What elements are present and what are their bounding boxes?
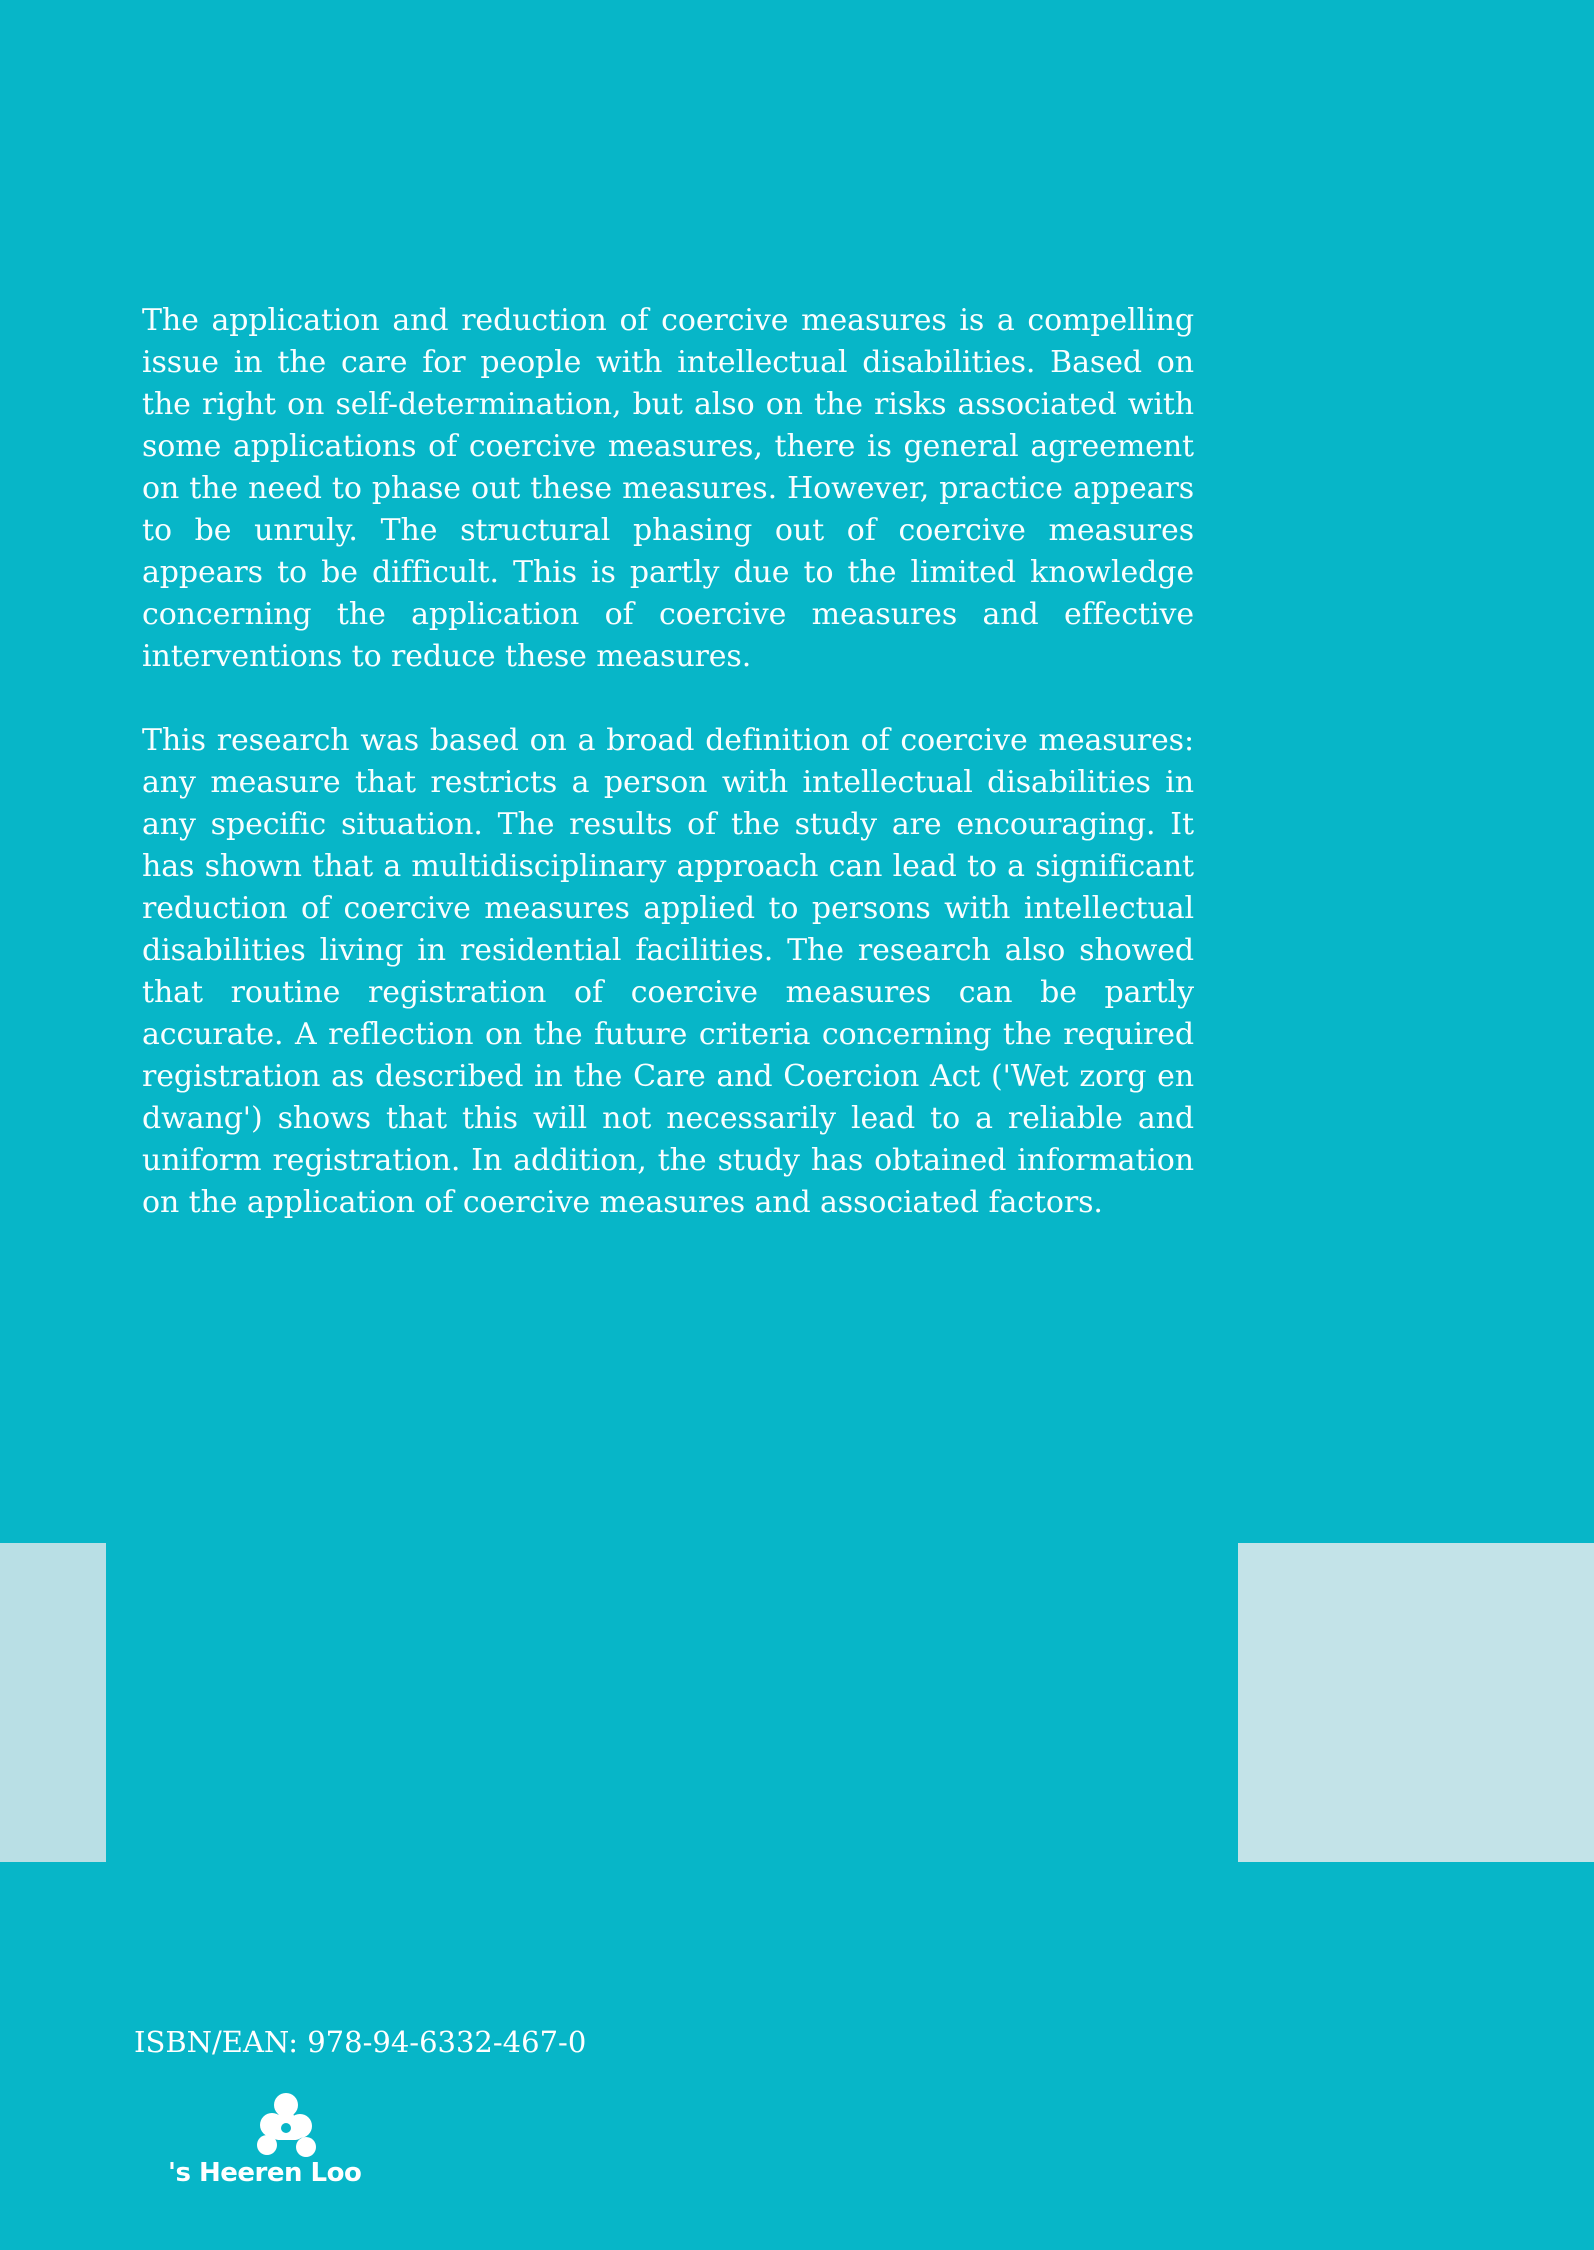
heeren-loo-logo bbox=[168, 2085, 362, 2195]
summary-paragraph-1: The application and reduction of coercive measures is a compelling issue in the care for people with intellectual disabilities. Based on the right on self-determination, but also on the risks associated with some applications of coercive measures, there is general agreement on the need to phase out these measures. However, practice appears to be unruly. The structural phasing out of coercive measures appears to be difficult. This is partly due to the limited knowledge concerning the application of coercive measures and effective interventions to reduce these measures. bbox=[142, 303, 1194, 674]
decorative-left-panel bbox=[0, 1543, 106, 1862]
heeren-loo-molecule-icon bbox=[248, 2085, 328, 2157]
isbn-ean-label: ISBN/EAN: 978-94-6332-467-0 bbox=[134, 2025, 587, 2059]
heeren-loo-logo-text: 's Heeren Loo bbox=[168, 2158, 362, 2188]
decorative-right-panel bbox=[1238, 1543, 1594, 1862]
summary-paragraph-2: This research was based on a broad definition of coercive measures: any measure that restricts a person with intellectual disabilities in any specific situation. The results of the study are encouraging. It has shown that a multidisciplinary approach can lead to a significant reduction of coercive measures applied to persons with intellectual disabilities living in residential facilities. The research also showed that routine registration of coercive measures can be partly accurate. A reflection on the future criteria concerning the required registration as described in the Care and Coercion Act ('Wet zorg en dwang') shows that this will not necessarily lead to a reliable and uniform registration. In addition, the study has obtained information on the application of coercive measures and associated factors. bbox=[142, 723, 1194, 1220]
book-summary bbox=[142, 300, 1194, 1224]
